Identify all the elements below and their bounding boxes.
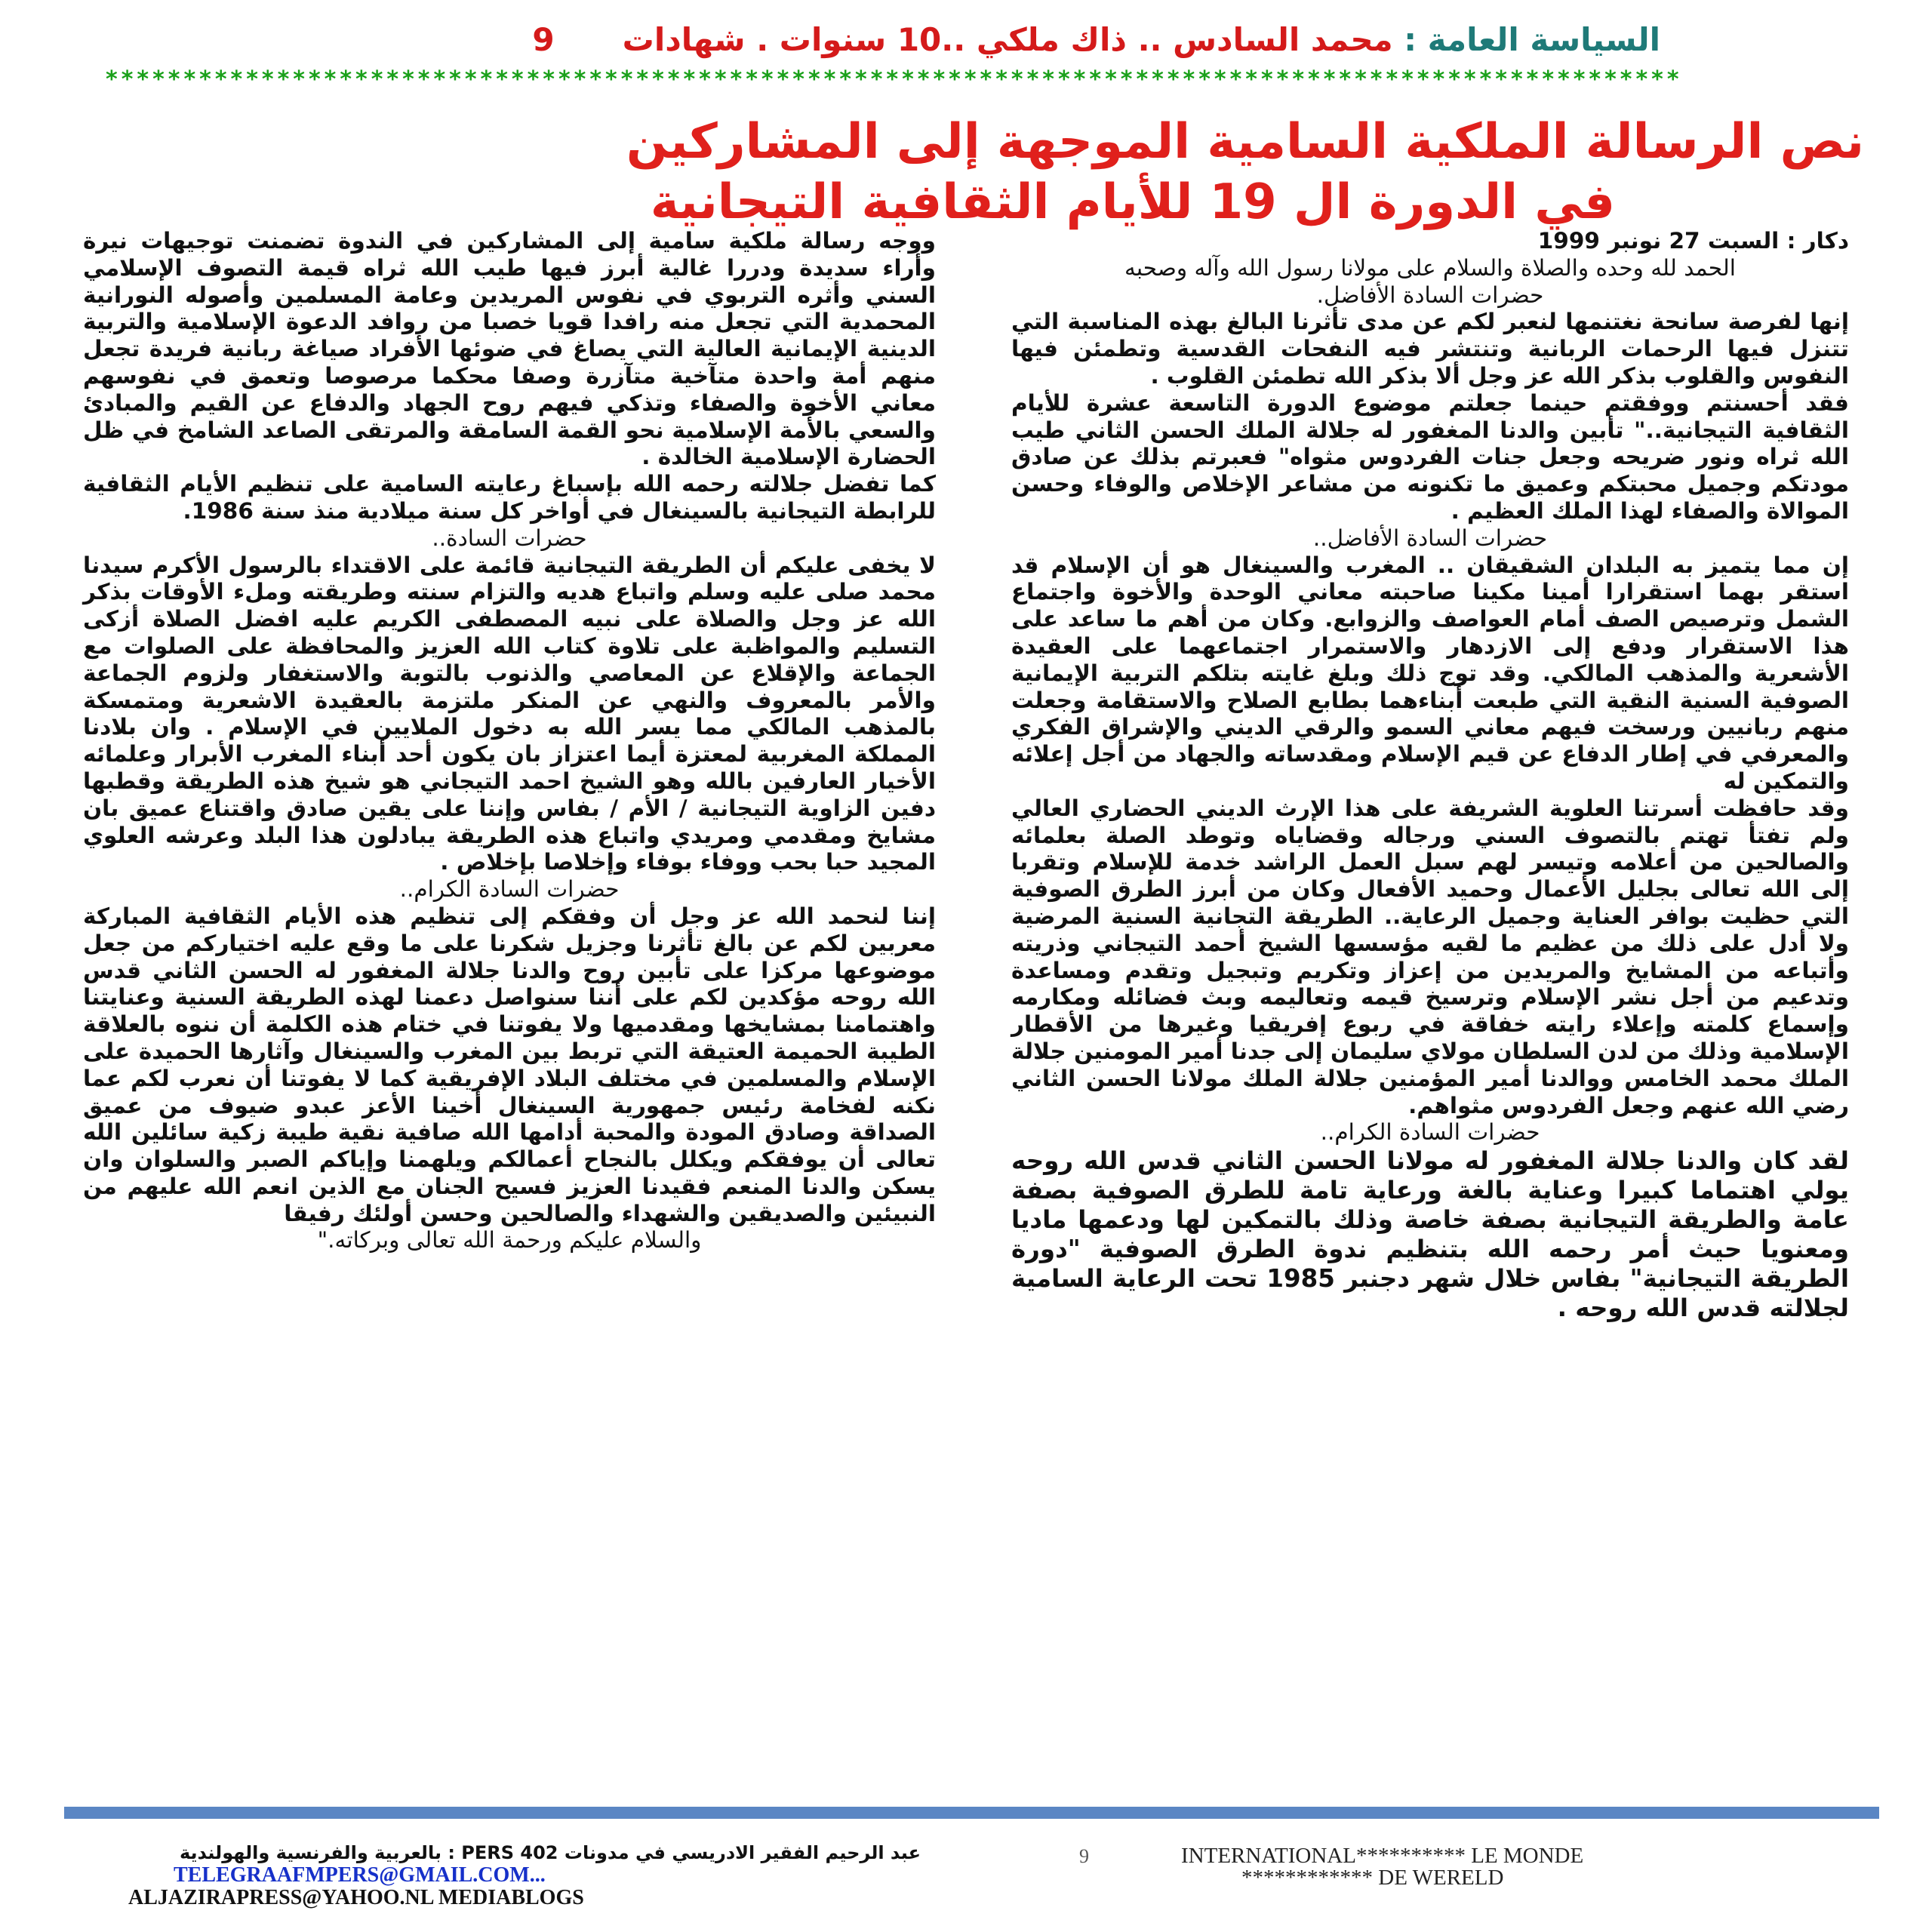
salutation-heading: حضرات السادة الأفاضل..	[1312, 525, 1548, 551]
paragraph: لا يخفى عليكم أن الطريقة التيجانية قائمة على الاقتداء بالرسول الأكرم سيدنا محمد صلى عليه وسلم واتباع هديه والتزام سنته وطريقته وملء الأوقات بذكر الله عز وجل والصلاة على نبيه المصطفى الكريم عليه افضل الصلاة أزكى التسليم والمواظبة على تلاوة كتاب الله العزيز والمحافظة على الصلوات مع الجماعة والإقلاع عن المعاصي والذنوب بالتوبة والاستغفار ولزوم الجماعة والأمر بالمعروف والنهي عن المنكر ملتزمة بالعقيدة الاشعرية ومتمسكة بالمذهب المالكي مما يسر الله به دخول الملايين في الإسلام . وان بلادنا المملكة المغربية لمعتزة أيما اعتزاز بان يكون أحد أبناء المغرب الأبرار وعلمائه الأخيار العارفين بالله وهو الشيخ احمد التيجاني هو شيخ هذه الطريقة وقطبها دفين الزاوية التيجانية / الأم / بفاس وإننا على يقين صادق واقتناع عميق بان مشايخ ومقدمي ومريدي واتباع هذه الطريقة يبادلون هذا البلد وعرشه العلوي المجيد حبا بحب ووفاء بوفاء وإخلاصا بإخلاص .	[83, 552, 936, 875]
footer-author: عبد الرحيم الفقير الادريسي في مدونات PERS 402 : بالعربية والفرنسية والهولندية	[179, 1842, 921, 1863]
paragraph: إنها لفرصة سانحة نغتنمها لنعبر لكم عن مدى تأثرنا البالغ بهذه المناسبة التي تتنزل فيها الرحمات الربانية وتنتشر فيه النفحات القدسية وتطمئن فيها النفوس والقلوب بذكر الله عز وجل ألا بذكر الله تطمئن القلوب .	[1011, 309, 1849, 389]
footer-page-number: 9	[1079, 1845, 1089, 1867]
paragraph: كما تفضل جلالته رحمه الله بإسباغ رعايته السامية على تنظيم الأيام الثقافية للرابطة التيجانية بالسينغال في أواخر كل سنة ميلادية منذ سنة 1986.	[83, 471, 936, 524]
salutation-heading: حضرات السادة الكرام..	[399, 876, 620, 903]
dateline: دكار : السبت 27 نونبر 1999	[1537, 228, 1849, 254]
header-separator: :	[1392, 21, 1428, 58]
paragraph: ووجه رسالة ملكية سامية إلى المشاركين في الندوة تضمنت توجيهات نيرة وأراء سديدة ودررا غالية أبرز فيها طيب الله ثراه قيمة التصوف الإسلامي السني وأثره التربوي في نفوس المريدين وعامة المسلمين وأصوله النورانية المحمدية التي تجعل منه رافدا قويا خصبا من روافد الدعوة الإسلامية والتربية الدينية الإيمانية العالية التي يصاغ في ضوئها الأفراد صياغة ربانية فريدة تجعل منهم أمة واحدة متآخية متآزرة وصفا محكما مرصوصا وتعمق في نفوسهم معاني الأخوة والصفاء وتذكي فيهم روح الجهاد والدفاع عن القيم والمبادئ والسعي بالأمة الإسلامية نحو القمة السامقة والمرتقى الصاعد الشامخ في ظل الحضارة الإسلامية الخالدة .	[83, 228, 936, 470]
footer-email-blogs[interactable]: ALJAZIRAPRESS@YAHOO.NL MEDIABLOGS	[128, 1886, 584, 1909]
right-column	[1011, 228, 1849, 1323]
paragraph: إن مما يتميز به البلدان الشقيقان .. المغرب والسينغال هو أن الإسلام قد استقر بهما استقرارا أمينا مكينا صاحبته معاني الوحدة والأخوة واجتماع الشمل وترصيص الصف أمام العواصف والزوابع. وكان من أهم ما ساعد على هذا الاستقرار ودفع إلى الازدهار والاستمرار اجتماعهما على العقيدة الأشعرية والمذهب المالكي. وقد توج ذلك وبلغ غايته بتلكم التربية الإيمانية الصوفية السنية النقية التي طبعت أبناءهما بطابع الصلاح والاستقامة وجعلت منهم ربانيين ورسخت فيهم معاني السمو والرقي الديني والإشراق الفكري والمعرفي في إطار الدفاع عن قيم الإسلام ومقدساته والجهاد من أجل إعلائه والتمكين له	[1011, 552, 1849, 794]
article-title-line1: نص الرسالة الملكية السامية الموجهة إلى المشاركين	[626, 114, 1864, 170]
footer-email-link[interactable]: TELEGRAAFMPERS@GMAIL.COM...	[174, 1863, 546, 1887]
salutation-heading: حضرات السادة الأفاضل.	[1316, 281, 1544, 308]
paragraph: وقد حافظت أسرتنا العلوية الشريفة على هذا الإرث الديني الحضاري العالي ولم تفتأ تهتم بالتصوف السني ورجاله وقضاياه وتوطد الصلة بعلمائه والصالحين من أعلامه وتيسر لهم سبل العمل الراشد خدمة للإسلام وتقربا إلى الله تعالى بجليل الأعمال وحميد الأفعال وكان من أبرز الطرق الصوفية التي حظيت بوافر العناية وجميل الرعاية.. الطريقة التجانية السنية المرضية ولا أدل على ذلك من عظيم ما لقيه مؤسسها الشيخ أحمد التيجاني وذريته وأتباعه من المشايخ والمريدين من إعزاز وتكريم وتبجيل وتقدم ومساعدة وتدعيم من أجل نشر الإسلام وترسيخ قيمه وتعاليمه وبث فضائله ومكارمه وإسماع كلمته وإعلاء رايته خفاقة في ربوع إفريقيا وغيرها من الأقطار الإسلامية وذلك من لدن السلطان مولاي سليمان إلى جدنا أمير المومنين جلالة الملك محمد الخامس ووالدنا أمير المؤمنين جلالة الملك مولانا الحسن الثاني رضي الله عنهم وجعل الفردوس مثواهم.	[1011, 795, 1849, 1118]
footer-masthead-line2: ************ DE WERELD	[1241, 1866, 1504, 1890]
footer-contact	[128, 1841, 921, 1909]
footer-masthead	[1181, 1845, 1785, 1889]
opening-praise: الحمد لله وحده والصلاة والسلام على مولانا رسول الله وآله وصحبه	[1124, 254, 1736, 281]
footer-rule	[64, 1807, 1879, 1819]
article-title	[226, 112, 1864, 232]
header-title: محمد السادس .. ذاك ملكي ..10 سنوات . شهادات	[622, 21, 1393, 58]
salutation-heading: حضرات السادة..	[432, 525, 587, 551]
paragraph: فقد أحسنتم ووفقتم حينما جعلتم موضوع الدورة التاسعة عشرة للأيام الثقافية التيجانية.." تأبين والدنا المغفور له جلالة الملك الحسن الثاني طيب الله ثراه ونور ضريحه وجعل جنات الفردوس مثواه" فعبرتم بذلك عن صادق مودتكم وجميل محبتكم وعميق ما تكنونه من مشاعر الإخلاص والوفاء وحسن الموالاة والصفاء لهذا الملك العظيم .	[1011, 389, 1849, 524]
salutation-heading: حضرات السادة الكرام..	[1320, 1119, 1540, 1146]
article-title-line2: في الدورة ال 19 للأيام الثقافية التيجانية	[650, 174, 1615, 230]
header-page-number: 9	[532, 21, 555, 58]
section-name: السياسة العامة	[1427, 21, 1660, 58]
paragraph: لقد كان والدنا جلالة المغفور له مولانا الحسن الثاني قدس الله روحه يولي اهتماما كبيرا وعناية بالغة ورعاية تامة للطرق الصوفية بصفة عامة والطريقة التيجانية بصفة خاصة وذلك بالتمكين لها ودعمها ماديا ومعنويا حيث أمر رحمه الله بتنظيم ندوة الطرق الصوفية "دورة الطريقة التيجانية" بفاس خلال شهر دجنبر 1985 تحت الرعاية السامية لجلالته قدس الله روحه .	[1011, 1146, 1849, 1323]
closing-line: والسلام عليكم ورحمة الله تعالى وبركاته."	[317, 1227, 702, 1254]
stars-divider: *****************************************************************************************************	[106, 66, 1683, 93]
footer-masthead-line1: INTERNATIONAL********** LE MONDE	[1181, 1844, 1584, 1868]
paragraph: إننا لنحمد الله عز وجل أن وفقكم إلى تنظيم هذه الأيام الثقافية المباركة معربين لكم عن بالغ تأثرنا وجزيل شكرنا على ما وقع عليه اختياركم من جعل موضوعها مركزا على تأبين روح والدنا جلالة المغفور له الحسن الثاني قدس الله روحه مؤكدين لكم على أننا سنواصل دعمنا لهذه الطريقة السنية وعنايتنا واهتمامنا بمشايخها ومقدميها ولا يفوتنا في ختام هذه الكلمة أن ننوه بالعلاقة الطيبة الحميمة العتيقة التي تربط بين المغرب والسينغال وآثارها الحميدة على الإسلام والمسلمين في مختلف البلاد الإفريقية كما لا يفوتنا أن نعرب لكم عما نكنه لفخامة رئيس جمهورية السينغال أخينا الأعز عبدو ضيوف من عميق الصداقة وصادق المودة والمحبة أدامها الله صافية نقية طيبة زكية سائلين الله تعالى أن يوفقكم ويكلل بالنجاح أعمالكم ويلهمنا وإياكم الصبر والسلوان وان يسكن والدنا المنعم فقيدنا العزيز فسيح الجنان مع الذين انعم الله عليهم من النبيئين والصديقين والشهداء والصالحين وحسن أولئك رفيقا	[83, 903, 936, 1226]
left-column	[83, 228, 936, 1254]
